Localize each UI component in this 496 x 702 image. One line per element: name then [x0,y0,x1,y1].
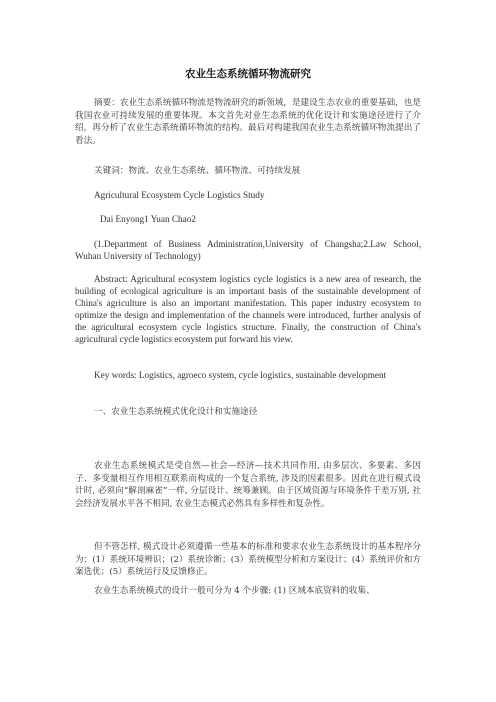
keywords-cn-text: 关键词：物流、农业生态系统、循环物流、可持续发展 [94,166,301,176]
body-paragraph-2 [75,541,421,579]
english-affiliation [75,238,421,262]
english-affiliation-text: (1.Department of Business Administration,University of Changsha;2.Law School, Wuhan University of Technology) [75,239,421,261]
english-title [75,189,421,201]
body-paragraph-2-text: 但不管怎样, 模式设计必须遵循一些基本的标准和要求农业生态系统设计的基本程序分为：(1）系统环境辨识；(2）系统诊断；(3）系统模型分析和方案设计；(4）系统评价和方案选优；(5）系统运行及反馈修正。 [75,542,421,577]
english-keywords-text: Key words: Logistics, agroeco system, cycle logistics, sustainable development [94,370,387,380]
keywords-cn [75,165,421,178]
section-1-heading-text: 一、农业生态系统模式优化设计和实施途径 [94,407,258,417]
paper-title: 农业生态系统循环物流研究 [185,68,311,80]
abstract-cn-text: 摘要：农业生态系统循环物流是物流研究的新领域，是建设生态农业的重要基础，也是我国农业可持续发展的重要体现。本文首先对业生态系统的优化设计和实施途径进行了介绍，再分析了农业生态系统循环物流的结构。最后对构建我国农业生态系统循环物流提出了看法。 [75,98,421,146]
body-paragraph-3-text: 农业生态系统模式的设计一般可分为 4 个步骤: (1) 区域本底资料的收集、 [94,586,375,596]
english-abstract-text: Abstract: Agricultural ecosystem logistics cycle logistics is a new area of research, the building of ecological agriculture is an important basis of the sustainable development of China's agriculture is also an important manifestation. This paper industry ecosystem to optimize the design and implementation of the channels were introduced, further analysis of the agricultural ecosystem cycle logistics structure. Finally, the construction of China's agricultural cycle logistics ecosystem put forward his view. [75,274,421,344]
body-paragraph-1-text: 农业生态系统模式是受自然—社会—经济—技术共同作用, 由多层次、多要素、多因子、多变量相互作用相互联系而构成的一个复合系统, 涉及的因素很多。因此在进行模式设计时, 必须向“解剖麻雀”一样, 分层设计、统筹兼顾。由于区域资源与环境条件千差万别, 社会经济发展水平各不相同, 农业生态模式必然具有多样性和复杂性。 [75,461,421,509]
section-1-heading [75,406,421,419]
english-keywords [75,369,421,381]
abstract-cn [75,97,421,147]
english-abstract [75,273,421,345]
english-title-text: Agricultural Ecosystem Cycle Logistics Study [94,190,265,200]
english-authors-text: Dai Enyong1 Yuan Chao2 [100,214,196,224]
body-paragraph-3 [75,585,421,598]
body-paragraph-1 [75,460,421,510]
english-authors [75,213,421,225]
